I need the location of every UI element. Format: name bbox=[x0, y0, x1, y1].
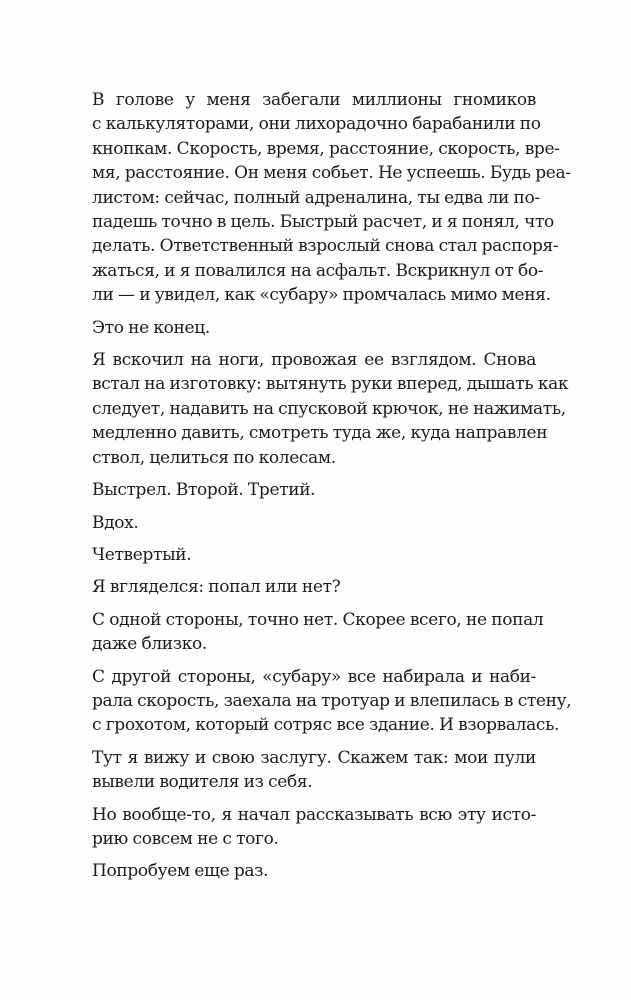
text-line: С одной стороны, точно нет. Скорее всего, не попал bbox=[92, 609, 544, 630]
paragraph bbox=[92, 478, 536, 502]
text-line: Тут я вижу и свою заслугу. Скажем так: мои пули bbox=[92, 747, 536, 768]
text-line: Попробуем еще раз. bbox=[92, 861, 269, 882]
paragraph bbox=[92, 575, 536, 599]
paragraph bbox=[92, 665, 572, 738]
text-line: рала скорость, заехала на тротуар и влепилась в стену, bbox=[92, 690, 572, 711]
text-line: с грохотом, который сотряс все здание. И взорвалась. bbox=[92, 715, 560, 736]
text-line: рию совсем не с того. bbox=[92, 828, 279, 849]
text-line: жаться, и я повалился на асфальт. Вскрикнул от бо- bbox=[92, 260, 544, 281]
text-line: Я вгляделся: попал или нет? bbox=[92, 577, 341, 598]
text-line: Выстрел. Второй. Третий. bbox=[92, 480, 316, 501]
text-line: падешь точно в цель. Быстрый расчет, и я понял, что bbox=[92, 212, 554, 233]
paragraph bbox=[92, 348, 569, 470]
paragraph bbox=[92, 543, 536, 567]
paragraph bbox=[92, 803, 536, 852]
text-line: встал на изготовку: вытянуть руки вперед, дышать как bbox=[92, 374, 569, 395]
text-line: следует, надавить на спусковой крючок, не нажимать, bbox=[92, 398, 566, 419]
text-line: мя, расстояние. Он меня собьет. Не успеешь. Будь реа- bbox=[92, 163, 571, 184]
text-line: Я вскочил на ноги, провожая ее взглядом. Снова bbox=[92, 350, 536, 371]
text-line: листом: сейчас, полный адреналина, ты едва ли по- bbox=[92, 187, 540, 208]
paragraph bbox=[92, 746, 536, 795]
text-line: делать. Ответственный взрослый снова стал распоря- bbox=[92, 236, 559, 257]
text-line: с калькуляторами, они лихорадочно барабанили по bbox=[92, 114, 541, 135]
text-line: Это не конец. bbox=[92, 317, 210, 338]
text-line: С другой стороны, «субару» все набирала и наби- bbox=[92, 666, 536, 687]
paragraph bbox=[92, 316, 536, 340]
text-line: ли — и увидел, как «субару» промчалась мимо меня. bbox=[92, 285, 551, 306]
text-line: Вдох. bbox=[92, 512, 139, 533]
paragraph bbox=[92, 88, 571, 308]
text-line: вывели водителя из себя. bbox=[92, 772, 313, 793]
text-line: кнопкам. Скорость, время, расстояние, скорость, вре- bbox=[92, 138, 560, 159]
text-line: Четвертый. bbox=[92, 544, 192, 565]
text-line: В голове у меня забегали миллионы гномиков bbox=[92, 90, 536, 110]
paragraph bbox=[92, 511, 536, 535]
text-line: Но вообще-то, я начал рассказывать всю эту исто- bbox=[92, 804, 536, 825]
text-line: медленно давить, смотреть туда же, куда направлен bbox=[92, 423, 548, 444]
paragraph bbox=[92, 859, 536, 883]
text-line: даже близко. bbox=[92, 634, 207, 655]
text-line: ствол, целиться по колесам. bbox=[92, 447, 336, 468]
body-text bbox=[92, 88, 572, 892]
paragraph bbox=[92, 608, 544, 657]
